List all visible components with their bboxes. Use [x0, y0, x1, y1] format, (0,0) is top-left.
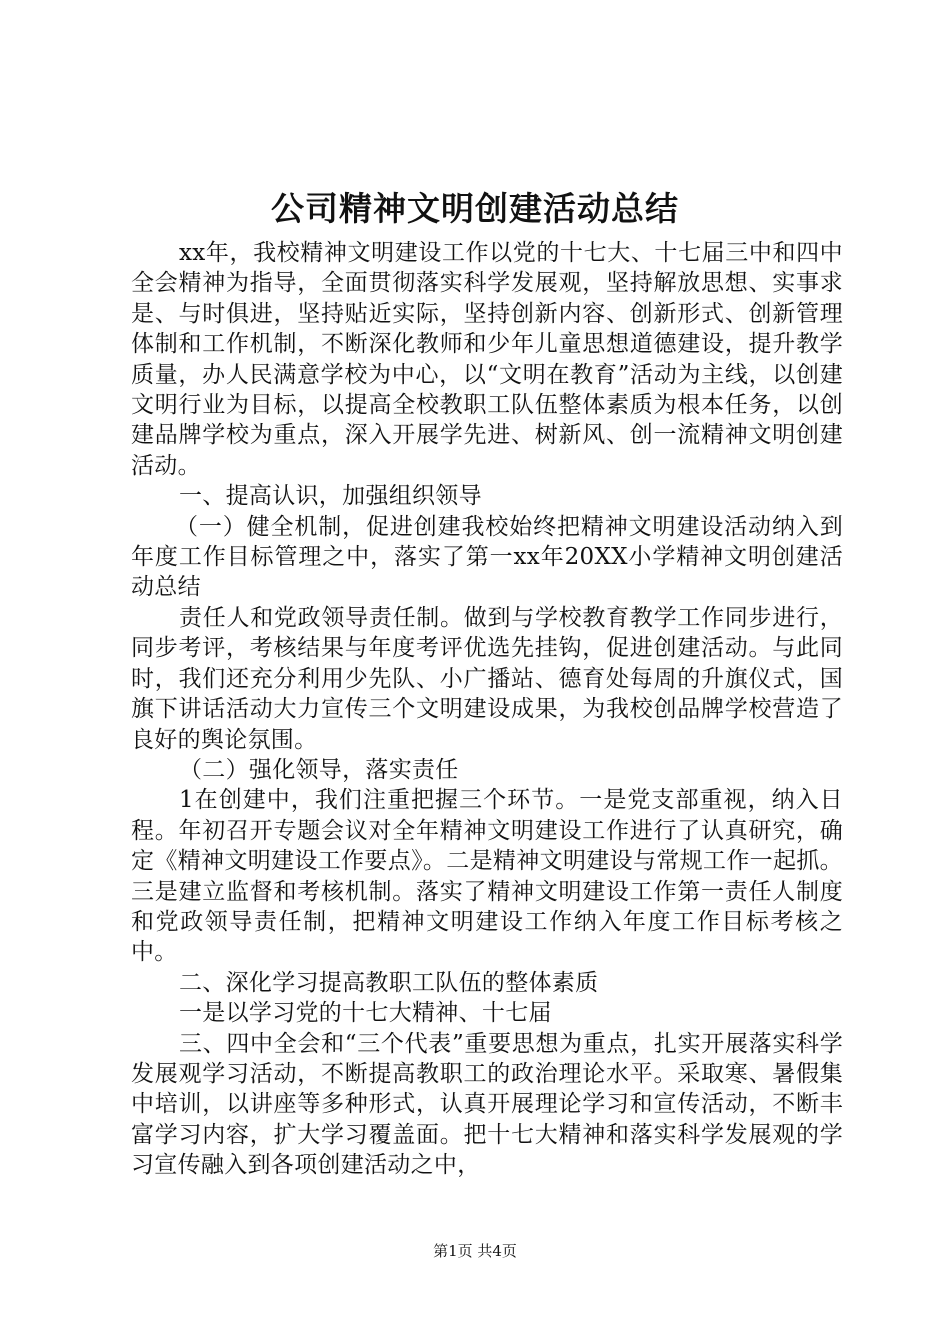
subsection-heading-2: （二）强化领导，落实责任 [179, 756, 459, 783]
document-body [131, 238, 843, 1181]
document-title: 公司精神文明创建活动总结 [271, 189, 679, 228]
section-heading-2: 二、深化学习提高教职工队伍的整体素质 [179, 969, 599, 996]
paragraph-study-detail: 三、四中全会和“三个代表”重要思想为重点，扎实开展落实科学发展观学习活动，不断提高教职工的政治理论水平。采取寒、暑假集中培训，以讲座等多种形式，认真开展理论学习和宣传活动，不断丰富学习内容，扩大学习覆盖面。把十七大精神和落实科学发展观的学习宣传融入到各项创建活动之中， [131, 1030, 843, 1179]
paragraph-three-links: 1在创建中，我们注重把握三个环节。一是党支部重视，纳入日程。年初召开专题会议对全年精神文明建设工作进行了认真研究，确定《精神文明建设工作要点》。二是精神文明建设与常规工作一起抓。三是建立监督和考核机制。落实了精神文明建设工作第一责任人制度和党政领导责任制，把精神文明建设工作纳入年度工作目标考核之中。 [131, 787, 843, 966]
paragraph-study-intro: 一是以学习党的十七大精神、十七届 [179, 1000, 552, 1027]
subsection-heading-1: （一）健全机制，促进创建我校始终把精神文明建设活动纳入到年度工作目标管理之中，落实了第一xx年20XX小学精神文明创建活动总结 [131, 513, 843, 601]
page-number: 第1页 共4页 [433, 1242, 517, 1260]
paragraph-responsibility: 责任人和党政领导责任制。做到与学校教育教学工作同步进行，同步考评，考核结果与年度考评优选先挂钩，促进创建活动。与此同时，我们还充分利用少先队、小广播站、德育处每周的升旗仪式，国旗下讲话活动大力宣传三个文明建设成果，为我校创品牌学校营造了良好的舆论氛围。 [131, 604, 843, 753]
paragraph-intro: xx年，我校精神文明建设工作以党的十七大、十七届三中和四中全会精神为指导，全面贯彻落实科学发展观，坚持解放思想、实事求是、与时俱进，坚持贴近实际，坚持创新内容、创新形式、创新管理体制和工作机制，不断深化教师和少年儿童思想道德建设，提升教学质量，办人民满意学校为中心，以“文明在教育”活动为主线，以创建文明行业为目标，以提高全校教职工队伍整体素质为根本任务，以创建品牌学校为重点，深入开展学先进、树新风、创一流精神文明创建活动。 [131, 240, 843, 479]
section-heading-1: 一、提高认识，加强组织领导 [179, 483, 482, 510]
